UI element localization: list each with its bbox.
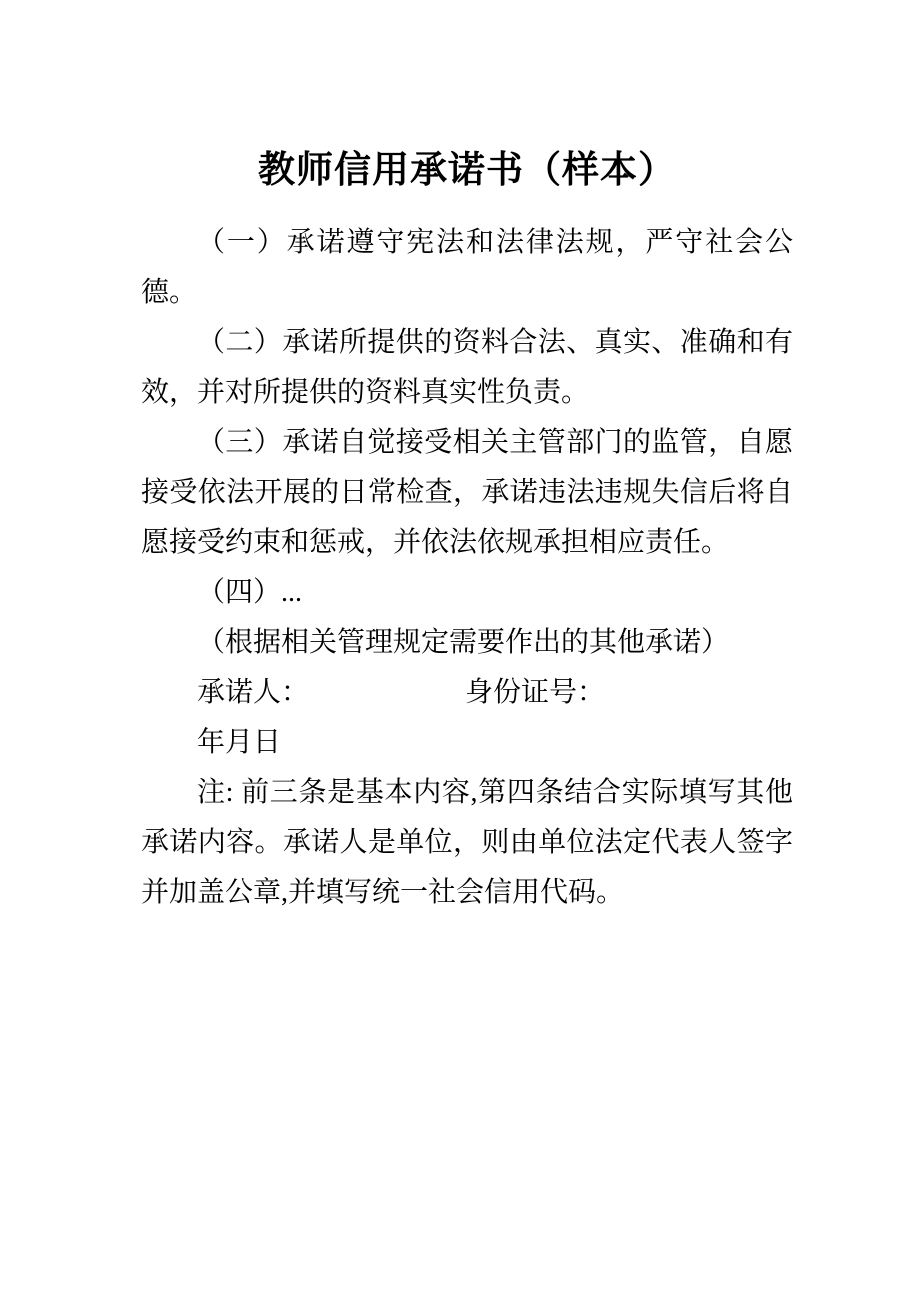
clause-2: （二）承诺所提供的资料合法、真实、准确和有效，并对所提供的资料真实性负责。	[141, 327, 793, 408]
clause-1: （一）承诺遵守宪法和法律法规，严守社会公德。	[141, 227, 793, 308]
clause-3: （三）承诺自觉接受相关主管部门的监管，自愿接受依法开展的日常检查，承诺违法违规失信后将自愿接受约束和惩戒，并依法依规承担相应责任。	[141, 427, 793, 558]
document-body	[141, 218, 793, 918]
note-paragraph: 注: 前三条是基本内容,第四条结合实际填写其他承诺内容。承诺人是单位，则由单位法定代表人签字并加盖公章,并填写统一社会信用代码。	[141, 777, 793, 908]
clause-4: （四）...	[197, 577, 303, 608]
promisor-label: 承诺人：	[197, 677, 310, 708]
id-number-label: 身份证号：	[465, 677, 606, 708]
other-commitments-hint: （根据相关管理规定需要作出的其他承诺）	[197, 627, 730, 658]
date-line: 年月日	[197, 727, 282, 758]
document-title: 教师信用承诺书（样本）	[258, 149, 676, 190]
signature-line	[141, 668, 793, 718]
